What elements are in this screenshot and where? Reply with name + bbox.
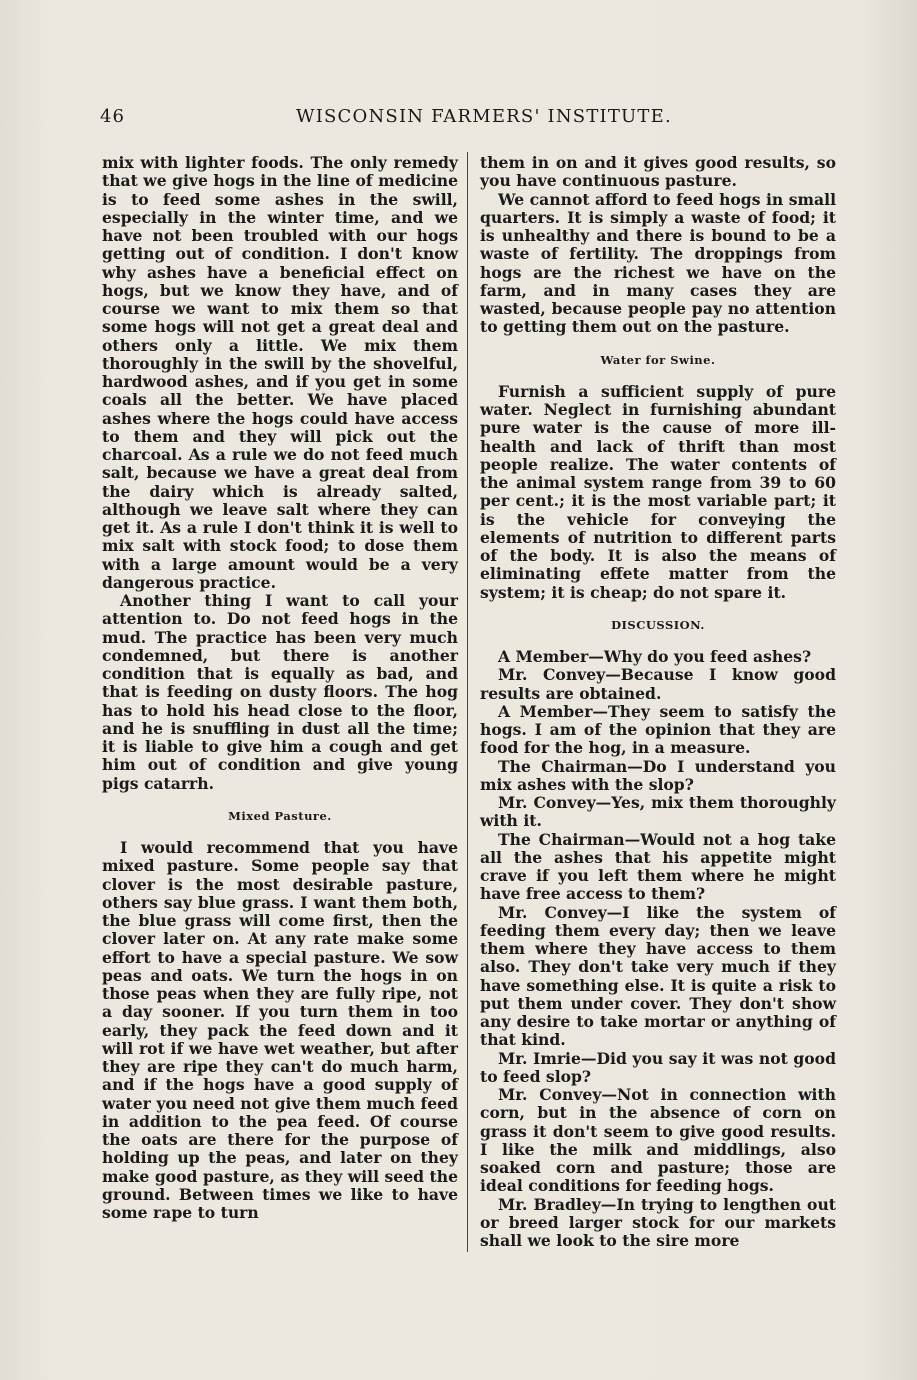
running-head: WISCONSIN FARMERS' INSTITUTE. [296, 106, 672, 127]
discussion-line: The Chairman—Do I understand you mix ashes with the slop? [480, 756, 836, 794]
discussion-line: Mr. Convey—I like the system of feeding them every day; then we leave them where they have access to them also. They don't take very much if they have something else. It is quite a risk to put them under cover. They don't show any desire to take mortar or anything of that kind. [480, 902, 836, 1050]
discussion-line: Mr. Convey—Not in connection with corn, but in the absence of corn on grass it don't seem to give good results. I like the milk and middlings, also soaked corn and pasture; those are ideal conditions for feeding hogs. [480, 1085, 836, 1196]
discussion-line: Mr. Convey—Yes, mix them thoroughly with it. [480, 793, 836, 831]
discussion-line: Mr. Convey—Because I know good results are obtained. [480, 665, 836, 703]
discussion-line: Mr. Bradley—In trying to lengthen out or breed larger stock for our markets shall we look to the sire more [480, 1194, 836, 1250]
page-header [100, 106, 835, 132]
discussion-line: The Chairman—Would not a hog take all the ashes that his appetite might crave if you left them where he might have free access to them? [480, 829, 836, 904]
paragraph: I would recommend that you have mixed pasture. Some people say that clover is the most desirable pasture, others say blue grass. I want them both, the blue grass will come first, then the clover later on. At any rate make some effort to have a special pasture. We sow peas and oats. We turn the hogs in on those peas when they are fully ripe, not a day sooner. If you turn them in too early, they pack the feed down and it will rot if we have wet weather, but after they are ripe they can't do much harm, and if the hogs have a good supply of water you need not give them much feed in addition to the pea feed. Of course the oats are there for the purpose of holding up the peas, and later on they make good pasture, as they will seed the ground. Between times we like to have some rape to turn [102, 838, 458, 1222]
paragraph: Another thing I want to call your attention to. Do not feed hogs in the mud. The practice has been very much condemned, but there is another condition that is equally as bad, and that is feeding on dusty floors. The hog has to hold his head close to the floor, and he is snuffling in dust all the time; it is liable to give him a cough and get him out of condition and give young pigs catarrh. [102, 591, 458, 793]
paragraph: mix with lighter foods. The only remedy that we give hogs in the line of medicine is to feed some ashes in the swill, especially in the winter time, and we have not been troubled with our hogs getting out of condition. I don't know why ashes have a beneficial effect on hogs, but we know they have, and of course we want to mix them so that some hogs will not get a great deal and others only a little. We mix them thoroughly in the swill by the shovelful, hardwood ashes, and if you get in some coals all the better. We have placed ashes where the hogs could have access to them and they will pick out the charcoal. As a rule we do not feed much salt, because we have a great deal from the dairy which is already salted, although we leave salt where they can get it. As a rule I don't think it is well to mix salt with stock food; to dose them with a large amount would be a very dangerous practice. [102, 153, 458, 592]
paragraph: them in on and it gives good results, so you have continuous pasture. [480, 153, 836, 191]
paragraph: Furnish a sufficient supply of pure water. Neglect in furnishing abundant pure water is the cause of more ill-health and lack of thrift than most people realize. The water contents of the animal system range from 39 to 60 per cent.; it is the most variable part; it is the vehicle for conveying the elements of nutrition to different parts of the body. It is also the means of eliminating effete matter from the system; it is cheap; do not spare it. [480, 381, 836, 602]
column-divider [467, 152, 468, 1252]
section-heading-discussion: DISCUSSION. [611, 617, 705, 632]
section-heading-water-for-swine: Water for Swine. [600, 352, 716, 367]
right-column [480, 154, 836, 1250]
section-heading-mixed-pasture: Mixed Pasture. [228, 808, 332, 823]
discussion-line: A Member—Why do you feed ashes? [498, 647, 812, 666]
left-column [102, 154, 458, 1222]
page-number: 46 [100, 106, 125, 127]
discussion-line: A Member—They seem to satisfy the hogs. I am of the opinion that they are food for the hog, in a measure. [480, 701, 836, 758]
paragraph: We cannot afford to feed hogs in small quarters. It is simply a waste of food; it is unhealthy and there is bound to be a waste of fertility. The droppings from hogs are the richest we have on the farm, and in many cases they are wasted, because people pay no attention to getting them out on the pasture. [480, 189, 836, 337]
discussion-line: Mr. Imrie—Did you say it was not good to feed slop? [480, 1048, 836, 1086]
